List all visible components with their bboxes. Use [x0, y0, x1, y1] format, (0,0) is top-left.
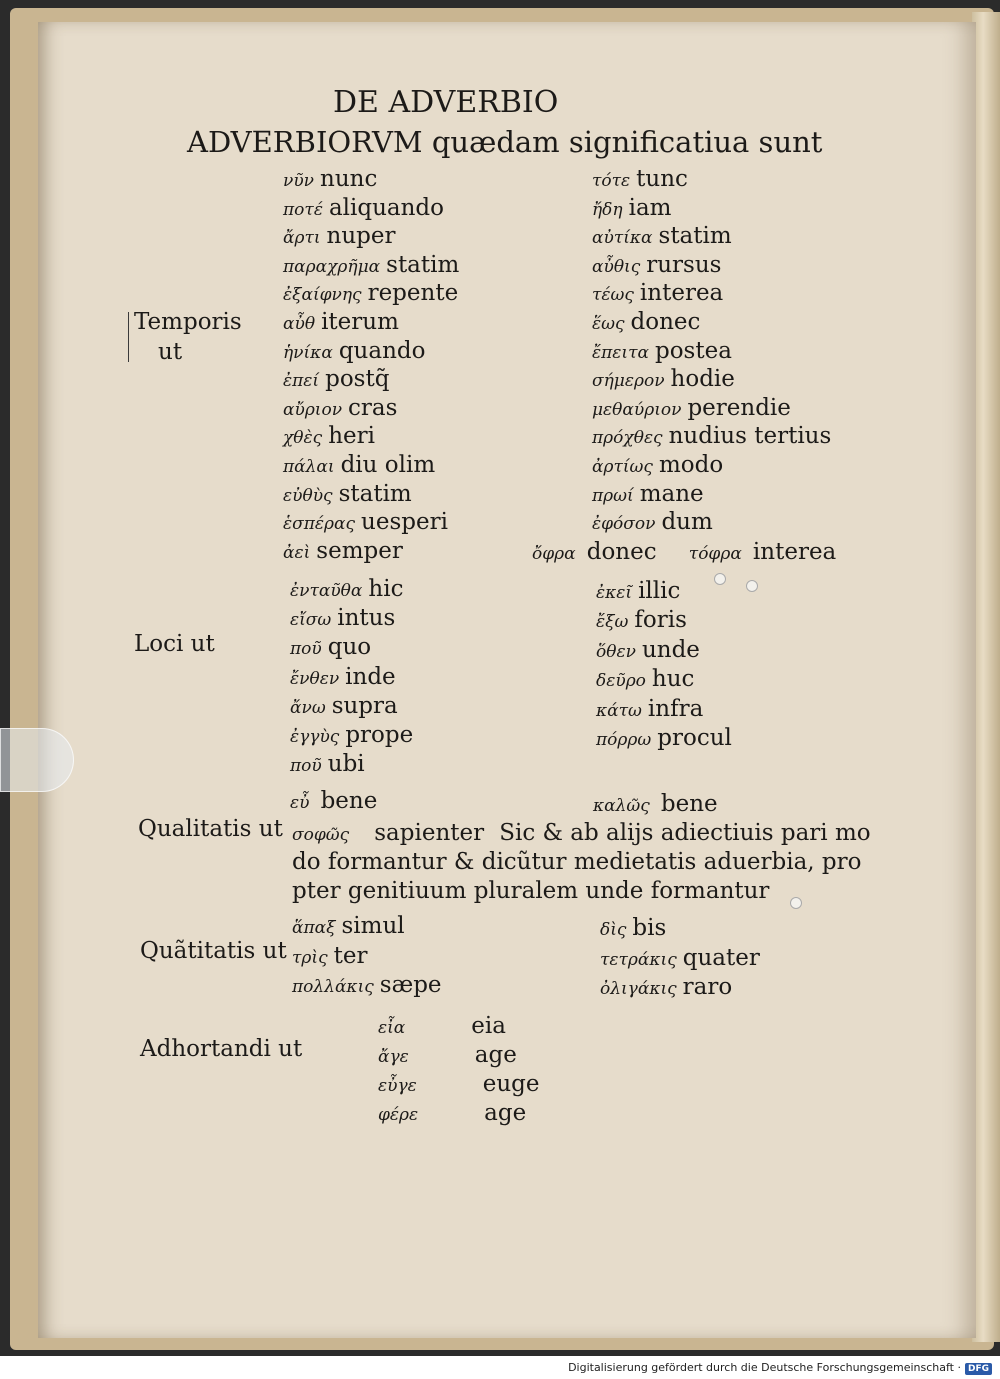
latin-word: rursus — [646, 251, 722, 278]
greek-word: εὖγε — [378, 1076, 417, 1096]
entry — [592, 194, 672, 221]
latin-word: foris — [634, 607, 687, 634]
entry — [283, 282, 458, 305]
brace — [128, 312, 129, 362]
greek-word: πρωί — [592, 485, 634, 506]
entry — [283, 368, 389, 391]
entry — [292, 915, 405, 938]
latin-word: uesperi — [361, 509, 448, 536]
latin-word: statim — [658, 223, 732, 250]
greek-word: φέρε — [378, 1105, 419, 1125]
paper-hole — [790, 897, 802, 909]
entry — [592, 311, 700, 334]
greek-word: ἄνω — [290, 697, 326, 718]
entry — [592, 425, 831, 448]
greek-word: ἀεὶ — [283, 542, 311, 563]
entry — [378, 1073, 540, 1096]
entry — [290, 790, 377, 813]
greek-word: ἄγε — [378, 1047, 409, 1067]
latin-word: cras — [348, 394, 398, 421]
latin-word: semper — [316, 537, 403, 564]
latin-word: ubi — [327, 751, 365, 778]
category-qualitatis: Qualitatis ut — [138, 816, 283, 842]
latin-word: supra — [331, 692, 398, 719]
greek-word: ἐπεί — [283, 371, 320, 392]
greek-word: σήμερον — [592, 371, 665, 392]
entry — [292, 974, 442, 997]
greek-word: ἐγγὺς — [290, 727, 340, 747]
greek-word: εἴσω — [290, 610, 332, 631]
entry — [290, 578, 403, 601]
entry — [592, 454, 723, 477]
latin-word: aliquando — [328, 194, 444, 221]
entry — [592, 368, 735, 391]
latin-word: unde — [641, 636, 700, 663]
greek-word: κάτω — [596, 700, 642, 721]
paper-hole — [714, 573, 726, 585]
entry — [283, 394, 398, 421]
latin-word: diu olim — [340, 452, 436, 478]
latin-word: iterum — [321, 309, 399, 335]
latin-word: interea — [752, 539, 837, 565]
greek-word: ἐκεῖ — [596, 583, 633, 603]
paper-hole — [746, 580, 758, 592]
latin-word: age — [484, 1100, 527, 1126]
greek-word: πόρρω — [596, 730, 652, 750]
latin-word: quo — [327, 634, 372, 661]
entry — [290, 636, 371, 659]
entry — [283, 251, 460, 278]
entry — [592, 511, 713, 534]
latin-word: inde — [345, 663, 396, 690]
entry — [283, 168, 377, 191]
entry — [596, 668, 694, 691]
greek-word: ἐνταῦθα — [290, 581, 363, 601]
category-temporis: Temporis — [134, 309, 242, 335]
greek-word: εἶα — [378, 1018, 406, 1038]
entry — [283, 454, 435, 477]
entry — [283, 337, 426, 364]
greek-word: δὶς — [600, 920, 627, 940]
entry — [596, 727, 732, 750]
entry — [290, 663, 396, 690]
category-quantitatis: Quãtitatis ut — [140, 938, 287, 964]
latin-word: illic — [638, 578, 681, 604]
qualitatis-paragraph-line3: pter genitiuum pluralem unde formantur — [292, 878, 770, 904]
greek-word: ἅπαξ — [292, 918, 336, 938]
latin-word: statim — [386, 251, 460, 278]
greek-word: αὖθις — [592, 256, 641, 277]
entry — [283, 425, 375, 448]
book-page — [38, 22, 976, 1338]
entry — [283, 480, 412, 507]
entry — [596, 580, 680, 603]
latin-word: intus — [337, 605, 396, 632]
entry — [290, 692, 398, 719]
greek-word: ἔξω — [596, 612, 629, 633]
greek-word: ὀλιγάκις — [600, 979, 677, 999]
entry — [600, 976, 732, 999]
entry — [600, 917, 666, 940]
latin-word: huc — [651, 666, 695, 693]
latin-word: modo — [658, 452, 724, 478]
entry — [592, 168, 688, 191]
latin-word: statim — [338, 480, 412, 507]
greek-word: ὅθεν — [596, 641, 636, 662]
greek-word: ποτέ — [283, 199, 323, 220]
latin-word: tunc — [636, 166, 688, 192]
qualitatis-paragraph-line2: do formantur & dicũtur medietatis aduerbia, pro — [292, 849, 862, 875]
greek-word: τρὶς — [292, 947, 328, 968]
footer-credit — [568, 1361, 992, 1375]
latin-word: donec — [630, 309, 701, 335]
entry — [596, 609, 687, 632]
latin-word: bis — [632, 915, 667, 941]
latin-word: postq̃ — [325, 366, 390, 393]
page-edges — [972, 12, 1000, 1342]
latin-word: perendie — [687, 394, 791, 421]
paragraph-text: Sic & ab alijs adiectiuis pari mo — [499, 820, 871, 846]
entry — [283, 311, 399, 334]
category-adhortandi: Adhortandi ut — [140, 1036, 303, 1062]
intro-heading: ADVERBIORVM quædam significatiua sunt — [187, 125, 823, 159]
latin-word: dum — [661, 509, 713, 536]
entry — [283, 225, 396, 248]
greek-word: νῦν — [283, 171, 315, 191]
greek-word: ποῦ — [290, 756, 322, 777]
entry — [592, 225, 732, 248]
temporis-last-row — [532, 541, 836, 564]
latin-word: prope — [345, 722, 414, 748]
entry — [283, 511, 448, 534]
entry — [283, 537, 403, 564]
latin-word: nunc — [320, 166, 378, 192]
latin-word: heri — [328, 423, 375, 450]
greek-word: πρόχθες — [592, 428, 663, 449]
greek-word: σοφῶς — [292, 825, 350, 845]
greek-word: εὐθὺς — [283, 485, 333, 506]
latin-word: raro — [682, 974, 733, 1000]
entry — [378, 1044, 517, 1067]
latin-word: iam — [628, 194, 672, 221]
entry — [592, 282, 723, 305]
entry — [290, 607, 395, 630]
greek-word: πολλάκις — [292, 977, 374, 997]
page-title: DE ADVERBIO — [333, 85, 559, 120]
entry — [378, 1102, 526, 1125]
latin-word: sæpe — [379, 972, 442, 998]
greek-word: ὄφρα — [532, 544, 576, 564]
greek-word: τόφρα — [688, 544, 742, 564]
entry — [596, 695, 704, 722]
greek-word: αὖθ — [283, 314, 316, 334]
latin-word: ter — [333, 942, 368, 969]
greek-word: εὖ — [290, 793, 310, 813]
latin-word: mane — [639, 480, 704, 507]
latin-word: postea — [654, 337, 732, 364]
category-temporis-ut: ut — [158, 339, 183, 365]
entry — [596, 636, 700, 663]
latin-word: hodie — [670, 366, 735, 393]
latin-word: hic — [368, 576, 404, 602]
greek-word: τετράκις — [600, 949, 677, 970]
greek-word: τότε — [592, 171, 631, 191]
greek-word: ἕως — [592, 314, 625, 334]
greek-word: μεθαύριον — [592, 399, 682, 420]
latin-word: sapienter — [374, 820, 485, 846]
greek-word: χθὲς — [283, 428, 323, 449]
greek-word: παραχρῆμα — [283, 256, 381, 277]
greek-word: ἐξαίφνης — [283, 285, 362, 306]
greek-word: πάλαι — [283, 457, 335, 477]
entry — [592, 394, 791, 421]
entry — [600, 944, 760, 971]
greek-word: ἀρτίως — [592, 457, 653, 477]
latin-word: bene — [660, 791, 718, 817]
qualitatis-paragraph-line1 — [292, 822, 871, 845]
latin-word: interea — [639, 280, 724, 307]
latin-word: bene — [320, 788, 378, 814]
latin-word: euge — [482, 1071, 540, 1097]
greek-word: αὔριον — [283, 399, 343, 420]
latin-word: age — [474, 1042, 517, 1068]
greek-word: ποῦ — [290, 639, 322, 660]
greek-word: ἤδη — [592, 199, 623, 220]
greek-word: καλῶς — [593, 796, 650, 816]
greek-word: ἐφόσον — [592, 514, 656, 535]
page-clip — [0, 728, 74, 792]
greek-word: ἄρτι — [283, 228, 321, 249]
entry — [593, 793, 718, 816]
entry — [378, 1015, 506, 1038]
latin-word: nuper — [326, 223, 396, 250]
latin-word: infra — [647, 695, 704, 722]
latin-word: eia — [471, 1013, 506, 1039]
entry — [290, 753, 365, 776]
dfg-logo: DFG — [965, 1363, 992, 1375]
footer-text: Digitalisierung gefördert durch die Deutsche Forschungsgemeinschaft · — [568, 1361, 961, 1374]
entry — [290, 724, 413, 747]
greek-word: αὐτίκα — [592, 228, 653, 249]
greek-word: ἔνθεν — [290, 668, 340, 689]
greek-word: ἔπειτα — [592, 342, 649, 363]
category-loci: Loci ut — [134, 631, 215, 657]
latin-word: nudius tertius — [668, 423, 832, 450]
latin-word: procul — [657, 725, 732, 751]
entry — [592, 480, 704, 507]
entry — [283, 194, 444, 221]
entry — [592, 251, 722, 278]
entry — [592, 337, 732, 364]
latin-word: quater — [682, 944, 760, 971]
greek-word: τέως — [592, 285, 634, 306]
latin-word: quando — [338, 337, 426, 364]
latin-word: donec — [586, 539, 657, 565]
greek-word: ἡνίκα — [283, 342, 333, 363]
latin-word: repente — [367, 280, 459, 307]
latin-word: simul — [341, 913, 405, 939]
greek-word: ἑσπέρας — [283, 514, 356, 535]
entry — [292, 942, 368, 969]
greek-word: δεῦρο — [596, 671, 646, 692]
